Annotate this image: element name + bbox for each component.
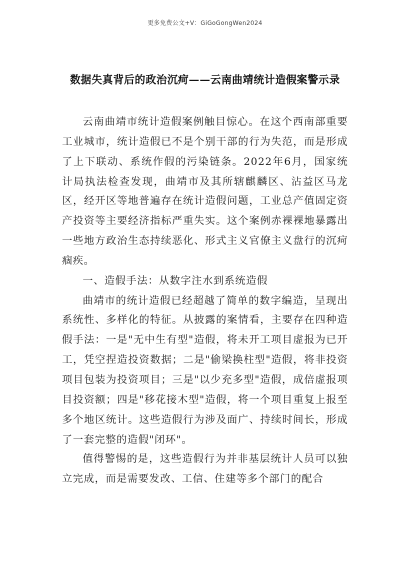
paragraph-intro: 云南曲靖市统计造假案例触目惊心。在这个西南部重要工业城市，统计造假已不是个别干部的行为失范，而是形成了上下联动、系统作假的污染链条。2022年6月，国家统计局执法检查发现，曲靖市及其所辖麒麟区、沾益区马龙区，经开区等地普遍存在统计造假问题，工业总产值固定资产投资等主要经济指标严重失实。这个案例赤裸裸地暴露出一些地方政治生态持续恶化、形式主义官僚主义盘行的沉疴痼疾。	[62, 116, 348, 267]
paragraph-warning: 值得警惕的是，这些造假行为并非基层统计人员可以独立完成，而是需要发改、工信、住建等多个部门的配合	[62, 453, 348, 486]
header-note: 更多免费公文+V：GiGoGongWen2024	[147, 20, 263, 27]
document-body	[62, 113, 348, 490]
section-heading: 一、造假手法：从数字注水到系统造假	[82, 274, 268, 287]
document-title: 数据失真背后的政治沉疴——云南曲靖统计造假案警示录	[70, 74, 340, 86]
paragraph-methods: 曲靖市的统计造假已经超越了简单的数字编造，呈现出系统性、多样化的特征。从披露的案情看，主要存在四种造假手法：一是"无中生有型"造假，将未开工项目虚报为已开工，凭空捏造投资数据；二是"偷梁换柱型"造假，将非投资项目包装为投资项目；三是"以少充多型"造假，成倍虚报项目投资额；四是"移花接木型"造假，将一个项目重复上报至多个地区统计。这些造假行为涉及面广、持续时间长，形成了一套完整的造假"闭环"。	[62, 294, 348, 446]
